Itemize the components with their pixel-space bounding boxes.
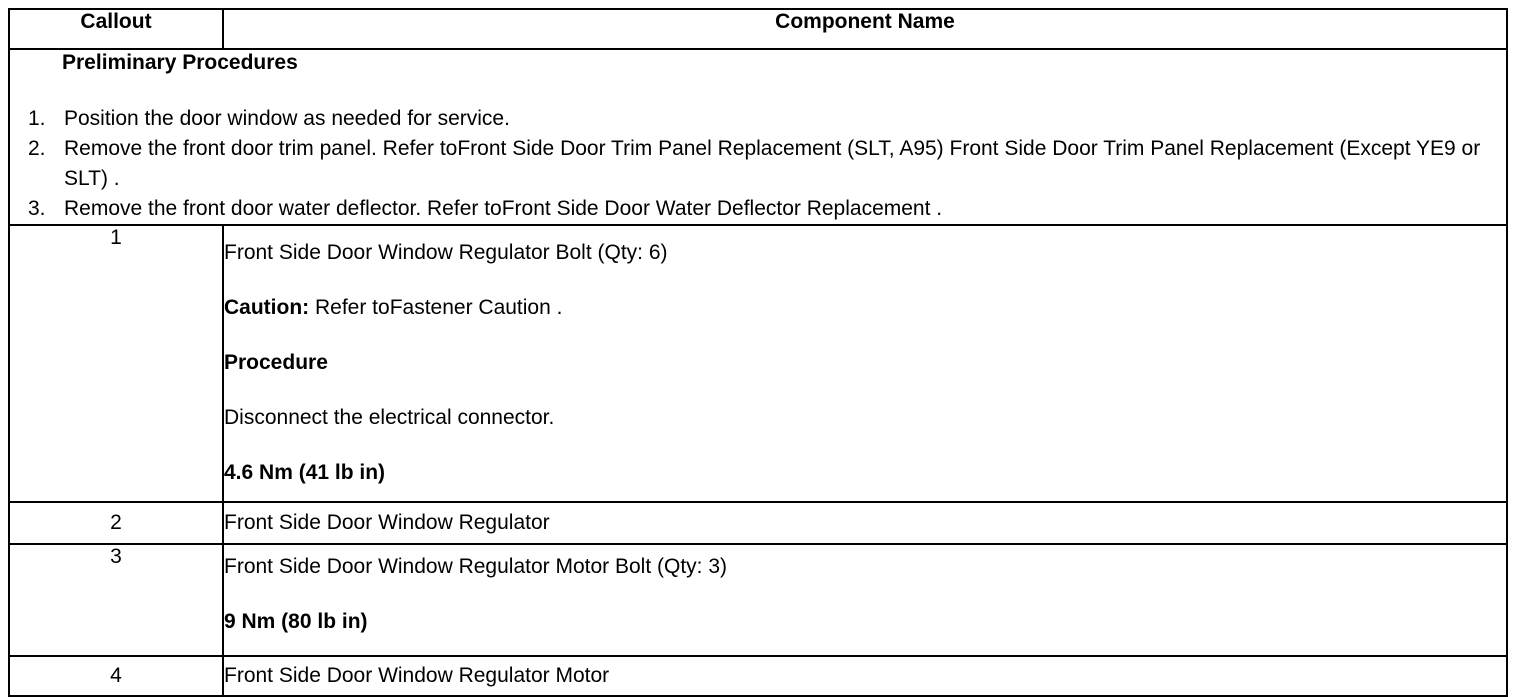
step-item (10, 134, 1506, 194)
table-header-row (9, 9, 1507, 49)
callout-column-header: Callout (9, 9, 223, 49)
caution-label: Caution: (224, 296, 310, 319)
component-cell (223, 225, 1507, 502)
callout-number: 4 (9, 656, 223, 696)
torque-spec: 4.6 Nm (41 lb in) (224, 461, 386, 484)
preliminary-procedures-title: Preliminary Procedures (62, 51, 298, 74)
caution-text: Refer toFastener Caution . (309, 296, 563, 319)
component-name: Front Side Door Window Regulator (224, 511, 550, 534)
step-number: 2. (28, 137, 46, 160)
callout-number: 2 (9, 502, 223, 544)
table-row (9, 656, 1507, 696)
component-name-column-header: Component Name (223, 9, 1507, 49)
step-text: Remove the front door water deflector. Refer toFront Side Door Water Deflector Replacement . (64, 197, 943, 220)
caution-line (224, 294, 1506, 322)
step-text: Position the door window as needed for service. (64, 107, 510, 130)
procedure-label: Procedure (224, 351, 328, 374)
callout-table (8, 8, 1508, 697)
step-item (10, 104, 1506, 134)
component-name: Front Side Door Window Regulator Motor (224, 664, 610, 687)
preliminary-procedures-cell (9, 49, 1507, 225)
component-cell (223, 656, 1507, 696)
step-item (10, 194, 1506, 224)
callout-number: 1 (9, 225, 223, 502)
step-number: 1. (28, 107, 46, 130)
table-row (9, 502, 1507, 544)
torque-spec: 9 Nm (80 lb in) (224, 610, 368, 633)
step-number: 3. (28, 197, 46, 220)
procedure-text: Disconnect the electrical connector. (224, 406, 555, 429)
component-cell (223, 544, 1507, 656)
component-cell (223, 502, 1507, 544)
component-name: Front Side Door Window Regulator Motor Bolt (Qty: 3) (224, 555, 728, 578)
callout-number: 3 (9, 544, 223, 656)
preliminary-steps-list (10, 104, 1506, 224)
preliminary-row (9, 49, 1507, 225)
step-text: Remove the front door trim panel. Refer toFront Side Door Trim Panel Replacement (SLT, A95) Front Side Door Trim Panel Replacement (Except YE9 or SLT) . (64, 137, 1481, 190)
table-row (9, 225, 1507, 502)
table-row (9, 544, 1507, 656)
component-name: Front Side Door Window Regulator Bolt (Qty: 6) (224, 241, 668, 264)
